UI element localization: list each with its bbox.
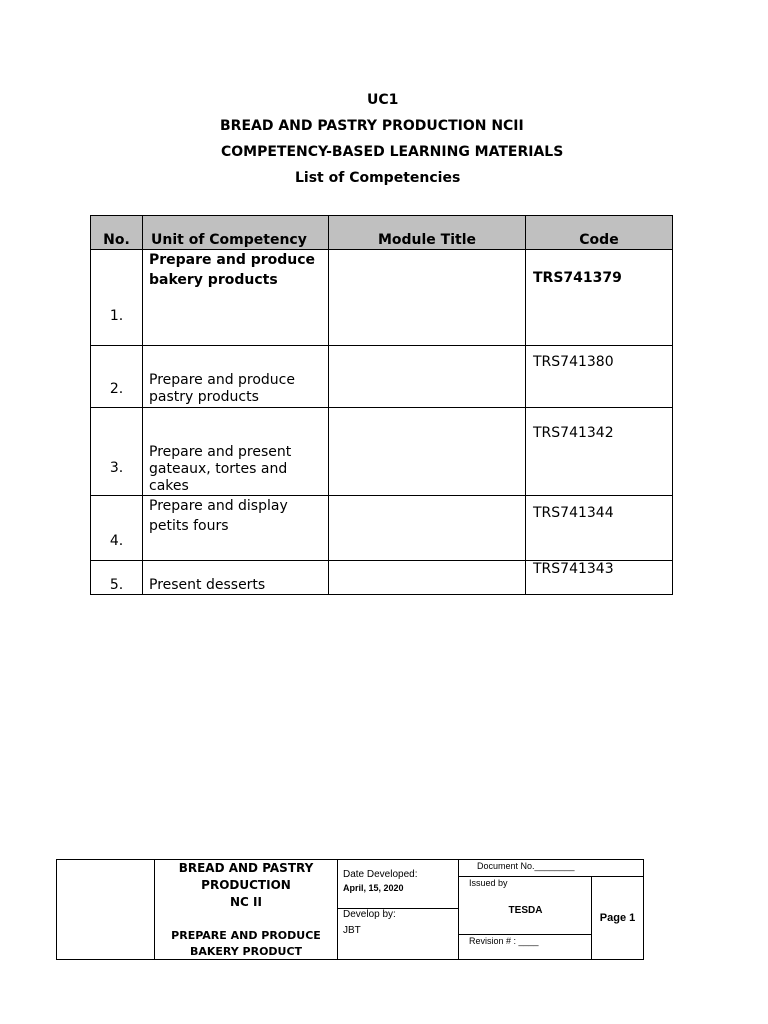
footer-logo-cell xyxy=(57,860,155,959)
competency-code: TRS741379 xyxy=(526,250,673,346)
issued-by-value: TESDA xyxy=(508,905,543,916)
unit-of-competency: Prepare and display petits fours xyxy=(143,496,329,561)
unit-of-competency: Prepare and produce pastry products xyxy=(143,346,329,408)
row-number: 2. xyxy=(91,346,143,408)
footer-title-line2: PRODUCTION xyxy=(201,878,291,892)
table-row xyxy=(91,496,673,561)
row-number: 4. xyxy=(91,496,143,561)
footer-date-cell xyxy=(338,860,459,959)
footer-subtitle-line1: PREPARE AND PRODUCE xyxy=(171,929,321,942)
issued-by-label: Issued by xyxy=(459,877,592,935)
unit-of-competency: Present desserts xyxy=(143,561,329,595)
unit-of-competency: Prepare and present gateaux, tortes and cakes xyxy=(143,408,329,496)
row-number: 1. xyxy=(91,250,143,346)
unit-of-competency: Prepare and produce bakery products xyxy=(143,250,329,346)
develop-by-value: JBT xyxy=(343,925,361,936)
header-qualification-title: BREAD AND PASTRY PRODUCTION NCII xyxy=(220,118,524,134)
module-title xyxy=(329,408,526,496)
module-title xyxy=(329,561,526,595)
col-header-module: Module Title xyxy=(329,216,526,250)
header-list-title: List of Competencies xyxy=(295,170,461,186)
table-row xyxy=(91,250,673,346)
module-title xyxy=(329,496,526,561)
table-row xyxy=(91,346,673,408)
header-materials-title: COMPETENCY-BASED LEARNING MATERIALS xyxy=(221,144,564,160)
table-row xyxy=(91,561,673,595)
competency-table xyxy=(90,215,673,595)
row-number: 3. xyxy=(91,408,143,496)
footer-subtitle-line2: BAKERY PRODUCT xyxy=(189,945,303,958)
revision-number: Revision # : ____ xyxy=(459,935,592,960)
date-developed-value: April, 15, 2020 xyxy=(343,883,404,893)
document-footer xyxy=(56,859,644,960)
date-developed-label: Date Developed: xyxy=(343,869,418,880)
module-title xyxy=(329,346,526,408)
competency-code: TRS741343 xyxy=(526,561,673,595)
competency-code: TRS741380 xyxy=(526,346,673,408)
header-uc-label: UC1 xyxy=(367,92,399,108)
footer-title-cell xyxy=(155,860,338,959)
footer-title-line1: BREAD AND PASTRY xyxy=(178,861,314,875)
develop-by-label: Develop by: xyxy=(343,909,396,920)
module-title xyxy=(329,250,526,346)
competency-code: TRS741344 xyxy=(526,496,673,561)
page-number: Page 1 xyxy=(599,912,636,924)
row-number: 5. xyxy=(91,561,143,595)
table-header-row xyxy=(91,216,673,250)
document-number: Document No.________ xyxy=(459,860,643,877)
footer-title-line3: NC II xyxy=(230,895,262,909)
footer-document-cell xyxy=(459,860,643,959)
table-row xyxy=(91,408,673,496)
competency-code: TRS741342 xyxy=(526,408,673,496)
col-header-unit: Unit of Competency xyxy=(143,216,329,250)
col-header-code: Code xyxy=(526,216,673,250)
col-header-no: No. xyxy=(91,216,143,250)
